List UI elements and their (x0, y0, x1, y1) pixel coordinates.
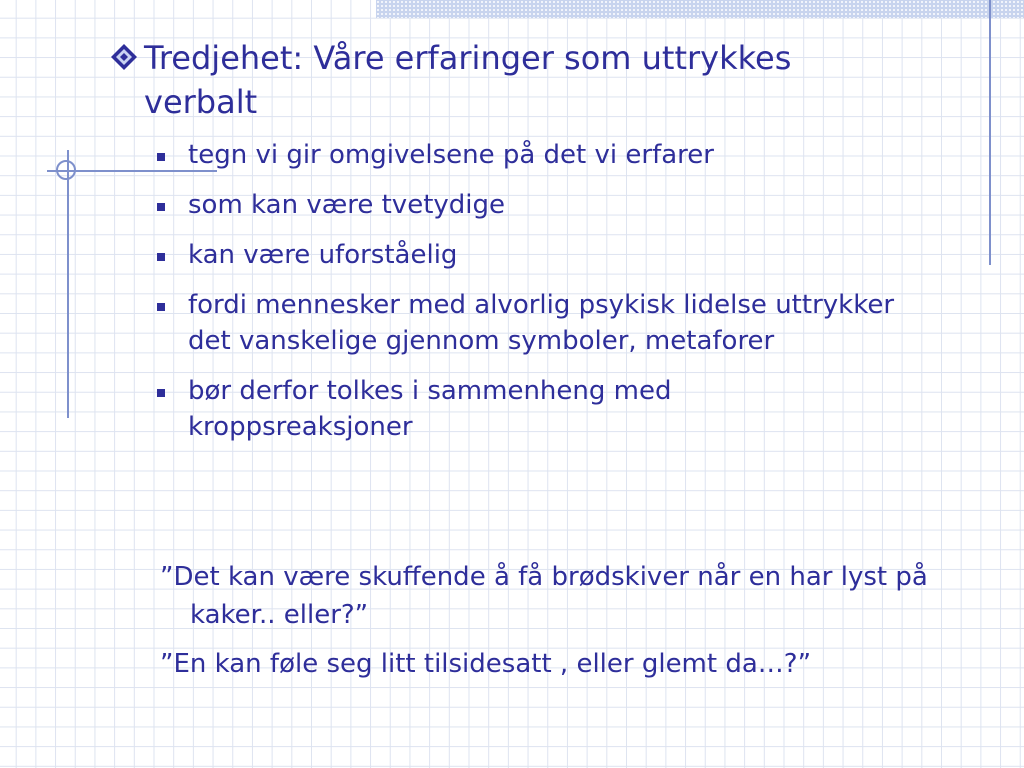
decorative-vertical-line-right (989, 0, 991, 265)
square-bullet-icon (157, 203, 165, 211)
bullet-text: fordi mennesker med alvorlig psykisk lidelse uttrykker det vanskelige gjennom symboler, metaforer (188, 290, 895, 356)
bullet-list (156, 137, 896, 459)
decorative-vertical-line-left (67, 150, 69, 418)
decorative-top-band (376, 0, 1024, 18)
slide-heading-text: Tredjehet: Våre erfaringer som uttrykkes verbalt (144, 39, 792, 121)
bullet-item (156, 237, 896, 273)
quote-2: ”En kan føle seg litt tilsidesatt , eller glemt da…?” (160, 649, 812, 679)
quote-1: ”Det kan være skuffende å få brødskiver når en har lyst på kaker.. eller?” (160, 562, 928, 630)
square-bullet-icon (157, 153, 165, 161)
diamond-bullet-icon (110, 43, 138, 71)
slide-heading (110, 36, 900, 124)
decorative-ring (56, 160, 76, 180)
bullet-item (156, 137, 896, 173)
square-bullet-icon (157, 303, 165, 311)
bullet-text: tegn vi gir omgivelsene på det vi erfarer (188, 140, 714, 170)
square-bullet-icon (157, 253, 165, 261)
bullet-item (156, 373, 896, 445)
square-bullet-icon (157, 389, 165, 397)
bullet-text: som kan være tvetydige (188, 190, 506, 220)
bullet-text: bør derfor tolkes i sammenheng med kroppsreaksjoner (188, 376, 672, 442)
bullet-item (156, 187, 896, 223)
bullet-text: kan være uforståelig (188, 240, 458, 270)
bullet-item (156, 287, 896, 359)
